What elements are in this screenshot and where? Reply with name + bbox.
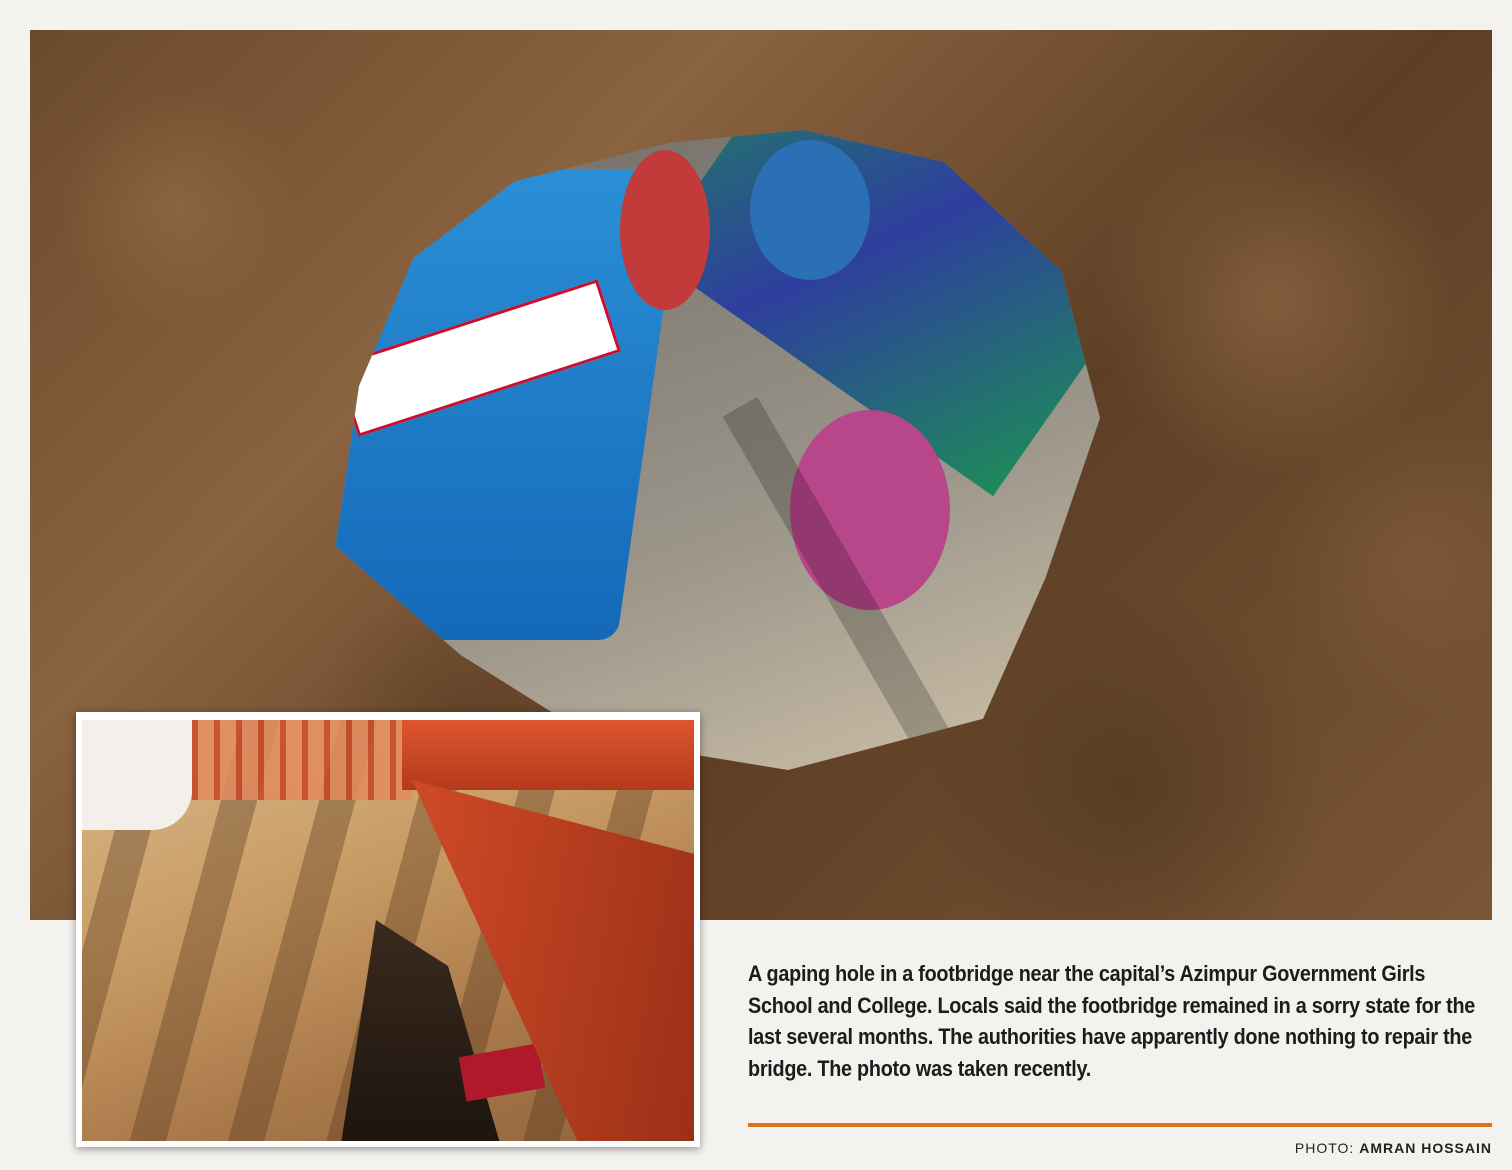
footbridge-deck-photo [82,720,694,1141]
rickshaw-rider [620,150,710,310]
photo-caption: A gaping hole in a footbridge near the capital’s Azimpur Government Girls School and College. Locals said the footbridge remained in a sorry state for the last several months. The authorities have apparently done nothing to repair the bridge. The photo was taken recently. [748,961,1476,1081]
photo-credit [1295,1140,1492,1156]
photographer-name: AMRAN HOSSAIN [1359,1140,1492,1156]
red-railing-top [402,720,694,790]
caption-divider [748,1123,1492,1127]
inset-photo [76,712,700,1147]
pedestrian [82,720,192,830]
credit-label: PHOTO: [1294,1140,1355,1156]
rickshaw [750,140,870,280]
